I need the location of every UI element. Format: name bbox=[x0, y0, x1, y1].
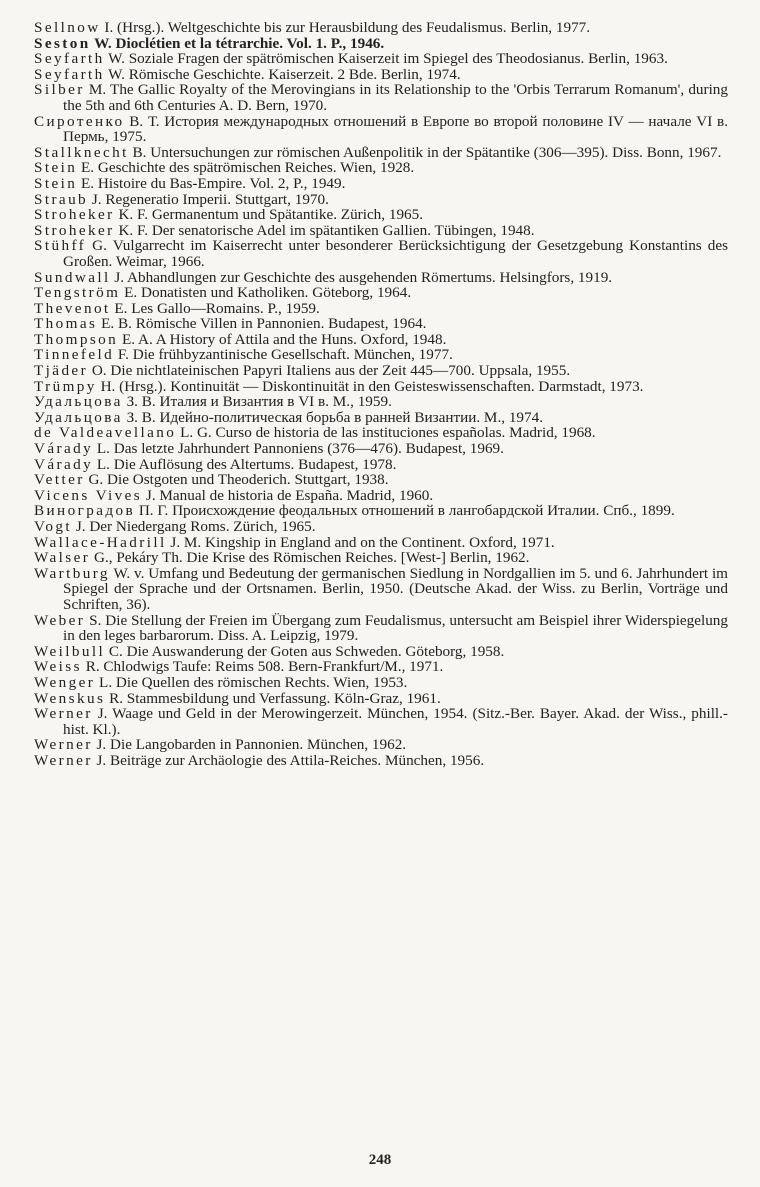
entry-author: Thompson bbox=[34, 330, 119, 348]
entry-details: R. Stammesbildung und Verfassung. Köln-Graz, 1961. bbox=[105, 689, 441, 707]
entry-author: Удальцова bbox=[34, 408, 123, 426]
entry-details: J. Abhandlungen zur Geschichte des ausgehenden Römertums. Helsingfors, 1919. bbox=[110, 268, 613, 286]
entry-author: Werner bbox=[34, 751, 93, 769]
bibliography-entry bbox=[34, 145, 728, 161]
entry-author: Сиротенко bbox=[34, 112, 125, 130]
bibliography-entry bbox=[34, 207, 728, 223]
entry-author: Weiss bbox=[34, 658, 82, 676]
entry-author: Weilbull bbox=[34, 642, 106, 660]
bibliography-entry bbox=[34, 176, 728, 192]
entry-author: Tinnefeld bbox=[34, 346, 115, 364]
bibliography-entry bbox=[34, 347, 728, 363]
entry-author: Seston bbox=[34, 34, 91, 52]
entry-details: J. Regeneratio Imperii. Stuttgart, 1970. bbox=[88, 190, 329, 208]
entry-details: J. Beiträge zur Archäologie des Attila-Reiches. München, 1956. bbox=[92, 751, 485, 769]
bibliography-entry bbox=[34, 316, 728, 332]
bibliography-entry bbox=[34, 410, 728, 426]
page-number: 248 bbox=[368, 1152, 392, 1168]
entry-author: de Valdeavellano bbox=[34, 424, 177, 442]
bibliography-entry bbox=[34, 379, 728, 395]
bibliography-entry bbox=[34, 192, 728, 208]
bibliography-entry bbox=[34, 285, 728, 301]
bibliography-entry bbox=[34, 457, 728, 473]
bibliography-entry bbox=[34, 566, 728, 613]
entry-details: В. Т. История международных отношений в Европе во второй половине IV — начале VI в. Пермь, 1975. bbox=[63, 112, 728, 146]
bibliography-list bbox=[34, 20, 728, 769]
entry-details: I. (Hrsg.). Weltgeschichte bis zur Herausbildung des Feudalismus. Berlin, 1977. bbox=[100, 19, 591, 36]
entry-author: Sundwall bbox=[34, 268, 111, 286]
entry-author: Thevenot bbox=[34, 299, 111, 317]
bibliography-entry bbox=[34, 270, 728, 286]
bibliography-entry bbox=[34, 20, 728, 36]
bibliography-entry bbox=[34, 675, 728, 691]
entry-details: E. Les Gallo—Romains. P., 1959. bbox=[110, 299, 320, 317]
entry-author: Stein bbox=[34, 159, 78, 177]
bibliography-entry bbox=[34, 160, 728, 176]
bibliography-entry bbox=[34, 301, 728, 317]
entry-details: W. Römische Geschichte. Kaiserzeit. 2 Bde. Berlin, 1974. bbox=[104, 65, 461, 83]
entry-details: R. Chlodwigs Taufe: Reims 508. Bern-Frankfurt/M., 1971. bbox=[81, 658, 444, 676]
entry-details: L. Das letzte Jahrhundert Pannoniens (376—476). Budapest, 1969. bbox=[93, 440, 504, 458]
bibliography-entry bbox=[34, 363, 728, 379]
entry-details: W. v. Umfang und Bedeutung der germanischen Siedlung in Nordgallien im 5. und 6. Jahrhundert im Spiegel der Sprache und der Ortsnamen. Berlin, 1950. (Deutsche Akad. der Wiss. zu Berlin, Vorträge und Schriften, 36). bbox=[63, 564, 728, 613]
bibliography-entry bbox=[34, 238, 728, 269]
entry-author: Silber bbox=[34, 81, 85, 99]
entry-author: Stroheker bbox=[34, 221, 115, 239]
entry-author: Sellnow bbox=[34, 19, 101, 36]
bibliography-entry bbox=[34, 706, 728, 737]
entry-author: Wallace-Hadrill bbox=[34, 533, 167, 551]
entry-details: B. Untersuchungen zur römischen Außenpolitik in der Spätantike (306—395). Diss. Bonn, 1967. bbox=[128, 143, 722, 161]
bibliography-entry bbox=[34, 691, 728, 707]
entry-details: C. Die Auswanderung der Goten aus Schweden. Göteborg, 1958. bbox=[105, 642, 505, 660]
entry-details: W. Dioclétien et la tétrarchie. Vol. 1. P., 1946. bbox=[90, 34, 385, 52]
entry-author: Vicens Vives bbox=[34, 486, 143, 504]
entry-details: J. Die Langobarden in Pannonien. München, 1962. bbox=[92, 736, 407, 754]
entry-details: П. Г. Происхождение феодальных отношений в лангобардской Италии. Спб., 1899. bbox=[135, 502, 675, 520]
entry-author: Stein bbox=[34, 174, 78, 192]
bibliography-entry bbox=[34, 535, 728, 551]
bibliography-entry bbox=[34, 503, 728, 519]
bibliography-entry bbox=[34, 36, 728, 52]
entry-details: E. B. Römische Villen in Pannonien. Budapest, 1964. bbox=[97, 315, 427, 333]
entry-author: Seyfarth bbox=[34, 50, 105, 68]
entry-author: Werner bbox=[34, 705, 93, 723]
entry-author: Vogt bbox=[34, 518, 73, 535]
bibliography-entry bbox=[34, 644, 728, 660]
entry-details: K. F. Germanentum und Spätantike. Zürich, 1965. bbox=[114, 206, 424, 224]
entry-details: H. (Hrsg.). Kontinuität — Diskontinuität in den Geisteswissenschaften. Darmstadt, 1973. bbox=[96, 377, 644, 395]
bibliography-entry bbox=[34, 441, 728, 457]
entry-details: З. В. Италия и Византия в VI в. М., 1959. bbox=[122, 393, 392, 411]
entry-author: Trümpy bbox=[34, 377, 97, 395]
bibliography-entry bbox=[34, 82, 728, 113]
entry-details: E. Geschichte des spätrömischen Reiches. Wien, 1928. bbox=[77, 159, 415, 177]
entry-author: Várady bbox=[34, 455, 94, 473]
entry-details: M. The Gallic Royalty of the Merovingians in its Relationship to the 'Orbis Terrarum Romanum', during the 5th and 6th Centuries A. D. Bern, 1970. bbox=[63, 81, 728, 114]
entry-author: Stroheker bbox=[34, 206, 115, 224]
entry-details: J. M. Kingship in England and on the Continent. Oxford, 1971. bbox=[166, 533, 555, 551]
entry-author: Weber bbox=[34, 611, 86, 629]
entry-author: Wartburg bbox=[34, 564, 110, 582]
entry-details: S. Die Stellung der Freien im Übergang zum Feudalismus, untersucht am Beispiel ihrer Widerspiegelung in den leges barbarorum. Diss. A. Leipzig, 1979. bbox=[63, 611, 728, 645]
entry-details: G., Pekáry Th. Die Krise des Römischen Reiches. [West-] Berlin, 1962. bbox=[90, 549, 530, 567]
entry-author: Wenskus bbox=[34, 689, 106, 707]
entry-details: E. Donatisten und Katholiken. Göteborg, 1964. bbox=[120, 284, 412, 302]
bibliography-entry bbox=[34, 550, 728, 566]
entry-author: Várady bbox=[34, 440, 94, 458]
entry-details: J. Der Niedergang Roms. Zürich, 1965. bbox=[72, 518, 316, 535]
entry-author: Stallknecht bbox=[34, 143, 129, 161]
bibliography-entry bbox=[34, 332, 728, 348]
bibliography-entry bbox=[34, 519, 728, 535]
bibliography-entry bbox=[34, 394, 728, 410]
bibliography-entry bbox=[34, 425, 728, 441]
bibliography-entry bbox=[34, 613, 728, 644]
entry-author: Tengström bbox=[34, 284, 121, 302]
bibliography-entry bbox=[34, 753, 728, 769]
entry-details: J. Waage und Geld in der Merowingerzeit. München, 1954. (Sitz.-Ber. Bayer. Akad. der Wiss., phill.-hist. Kl.). bbox=[63, 705, 728, 738]
entry-author: Удальцова bbox=[34, 393, 123, 411]
entry-details: G. Die Ostgoten und Theoderich. Stuttgart, 1938. bbox=[84, 471, 389, 489]
bibliography-entry bbox=[34, 223, 728, 239]
entry-details: L. G. Curso de historia de las instituciones españolas. Madrid, 1968. bbox=[176, 424, 596, 442]
bibliography-entry bbox=[34, 737, 728, 753]
entry-details: W. Soziale Fragen der spätrömischen Kaiserzeit im Spiegel des Theodosianus. Berlin, 1963. bbox=[104, 50, 668, 68]
entry-author: Vetter bbox=[34, 471, 85, 489]
entry-author: Виноградов bbox=[34, 502, 136, 520]
bibliography-entry bbox=[34, 114, 728, 145]
entry-author: Wenger bbox=[34, 673, 96, 691]
entry-author: Thomas bbox=[34, 315, 98, 333]
bibliography-entry bbox=[34, 51, 728, 67]
bibliography-entry bbox=[34, 67, 728, 83]
entry-details: З. В. Идейно-политическая борьба в ранней Византии. М., 1974. bbox=[122, 408, 544, 426]
entry-details: K. F. Der senatorische Adel im spätantiken Gallien. Tübingen, 1948. bbox=[114, 221, 535, 239]
entry-author: Stühff bbox=[34, 237, 87, 255]
entry-details: F. Die frühbyzantinische Gesellschaft. München, 1977. bbox=[114, 346, 453, 364]
entry-details: L. Die Quellen des römischen Rechts. Wien, 1953. bbox=[95, 673, 408, 691]
bibliography-entry bbox=[34, 488, 728, 504]
entry-details: O. Die nichtlateinischen Papyri Italiens aus der Zeit 445—700. Uppsala, 1955. bbox=[88, 362, 571, 380]
entry-details: G. Vulgarrecht im Kaiserrecht unter besonderer Berücksichtigung der Gesetzgebung Konstantins des Großen. Weimar, 1966. bbox=[63, 237, 728, 270]
entry-author: Straub bbox=[34, 190, 89, 208]
entry-details: J. Manual de historia de España. Madrid, 1960. bbox=[142, 486, 434, 504]
entry-author: Tjäder bbox=[34, 362, 89, 380]
entry-author: Werner bbox=[34, 736, 93, 754]
bibliography-entry bbox=[34, 659, 728, 675]
bibliography-entry bbox=[34, 472, 728, 488]
entry-author: Walser bbox=[34, 549, 91, 567]
entry-details: E. Histoire du Bas-Empire. Vol. 2, P., 1949. bbox=[77, 174, 346, 192]
entry-author: Seyfarth bbox=[34, 65, 105, 83]
entry-details: L. Die Auflösung des Altertums. Budapest, 1978. bbox=[93, 455, 397, 473]
entry-details: E. A. A History of Attila and the Huns. Oxford, 1948. bbox=[118, 330, 447, 348]
